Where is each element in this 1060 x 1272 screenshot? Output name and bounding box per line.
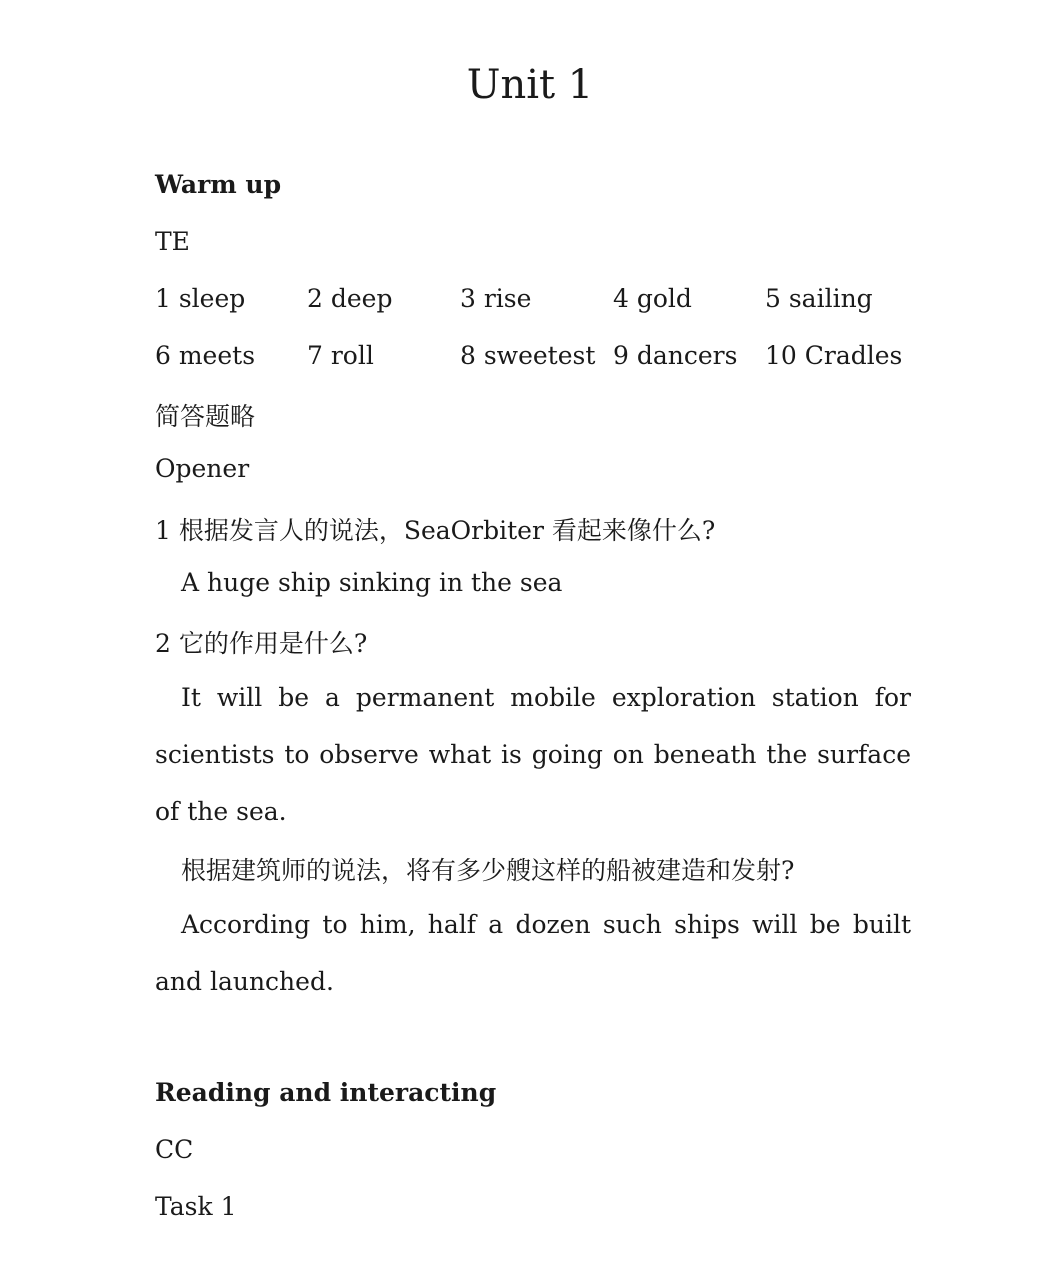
warm-up-label: TE (155, 227, 190, 256)
answer-item: 4 gold (613, 284, 692, 313)
answer-item: 10 Cradles (765, 341, 903, 370)
question-1: 1 根据发言人的说法，SeaOrbiter 看起来像什么? (155, 516, 716, 545)
page-title: Unit 1 (466, 62, 594, 108)
answer-2: It will be a permanent mobile exploration station for scientists to observe what is going on beneath the surface of the sea. (155, 683, 911, 826)
warm-up-note: 简答题略 (155, 402, 256, 431)
answer-item: 5 sailing (765, 284, 873, 313)
reading-label: CC (155, 1135, 194, 1164)
task-label: Task 1 (155, 1192, 237, 1221)
question-3: 根据建筑师的说法，将有多少艘这样的船被建造和发射? (181, 856, 795, 885)
answer-item: 1 sleep (155, 284, 246, 313)
answer-item: 3 rise (460, 284, 532, 313)
opener-heading: Opener (155, 454, 250, 483)
answer-item: 2 deep (307, 284, 393, 313)
answer-item: 7 roll (307, 341, 374, 370)
answer-3: According to him, half a dozen such ships will be built and launched. (155, 910, 911, 996)
answer-item: 8 sweetest (460, 341, 596, 370)
warm-up-heading: Warm up (155, 170, 282, 199)
question-2: 2 它的作用是什么? (155, 629, 368, 658)
reading-heading: Reading and interacting (155, 1078, 497, 1107)
answer-1: A huge ship sinking in the sea (181, 568, 563, 597)
answer-item: 9 dancers (613, 341, 738, 370)
answer-item: 6 meets (155, 341, 256, 370)
